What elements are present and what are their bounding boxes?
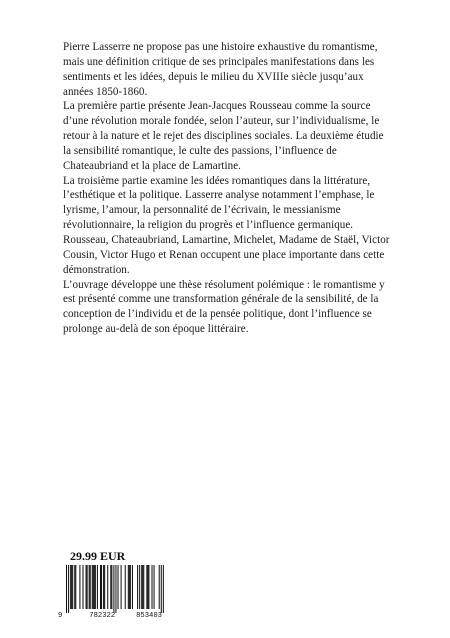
barcode-bar — [101, 565, 102, 609]
barcode-bar — [151, 565, 152, 609]
barcode-bar — [70, 565, 71, 609]
barcode-bar — [163, 565, 164, 613]
barcode-bar — [139, 565, 140, 609]
blurb-paragraph-3: La troisième partie examine les idées romantiques dans la littérature, l’esthétique et la politique. Lasserre analyse notamment l’emphase, le lyrisme, l’amour, la personnalité de l’écrivain, le messianisme révolutionnaire, la religion du progrès et l’influence germanique. Rousseau, Chateaubriand, Lamartine, Michelet, Madame de Staël, Victor Cousin, Victor Hugo et Renan occupent une place importante dans cette démonstration. — [63, 174, 390, 276]
barcode-bar — [161, 565, 162, 613]
barcode-bar — [66, 565, 67, 613]
barcode-bar — [75, 565, 76, 609]
isbn-left-group: 782322 — [89, 612, 116, 620]
barcode-bar — [72, 565, 73, 609]
barcode-bar — [100, 565, 101, 609]
barcode-bar — [148, 565, 149, 609]
isbn-digits — [58, 612, 166, 620]
barcode-bar — [111, 565, 112, 609]
barcode-bar — [147, 565, 148, 609]
barcode-bar — [71, 565, 72, 609]
barcode-bar — [82, 565, 83, 609]
barcode-bar — [110, 565, 111, 609]
barcode-bar — [159, 565, 160, 609]
barcode-bar — [118, 565, 119, 609]
barcode-bar — [143, 565, 144, 609]
barcode-bar — [128, 565, 129, 609]
barcode-bar — [130, 565, 131, 609]
barcode-bar — [68, 565, 69, 613]
barcode-bar — [93, 565, 94, 609]
barcode-bar — [79, 565, 80, 609]
barcode-bar — [107, 565, 108, 609]
barcode-bar — [74, 565, 75, 609]
barcode-bar — [95, 565, 96, 609]
barcode-bar — [87, 565, 88, 609]
back-cover-blurb — [63, 40, 393, 337]
barcode-bar — [92, 565, 93, 609]
barcode-bar — [115, 565, 116, 613]
price-label: 29.99 EUR — [70, 549, 126, 563]
barcode-bar — [103, 565, 104, 609]
barcode-bar — [97, 565, 98, 609]
barcode-bar — [125, 565, 126, 609]
barcode-bar — [154, 565, 155, 609]
barcode-bar — [104, 565, 105, 609]
barcode-bar — [94, 565, 95, 609]
barcode-bar — [132, 565, 133, 609]
barcode-bar — [113, 565, 114, 613]
barcode-bar — [142, 565, 143, 609]
blurb-paragraph-1: Pierre Lasserre ne propose pas une histoire exhaustive du romantisme, mais une définition critique de ses principales manifestations dans les sentiments et les idées, depuis le milieu du XVIIIe siècle jusqu’aux années 1850-1860. — [63, 41, 378, 98]
barcode-bar — [141, 565, 142, 609]
barcode-bars — [58, 565, 166, 613]
isbn-first-digit: 9 — [58, 612, 63, 620]
isbn-right-group: 853403 — [136, 612, 162, 620]
barcode-bar — [89, 565, 90, 609]
barcode-bar — [146, 565, 147, 609]
barcode-bar — [137, 565, 138, 609]
barcode-bar — [129, 565, 130, 609]
barcode-bar — [86, 565, 87, 609]
blurb-paragraph-2: La première partie présente Jean-Jacques Rousseau comme la source d’une révolution morale fondée, selon l’auteur, sur l’individualisme, le retour à la nature et le rejet des disciplines sociales. La deuxième étudie la sensibilité romantique, le culte des passions, l’influence de Chateaubriand et la place de Lamartine. — [63, 100, 384, 172]
barcode-bar — [90, 565, 91, 609]
barcode-bar — [121, 565, 122, 609]
blurb-paragraph-4: L’ouvrage développe une thèse résolument polémique : le romantisme y est présenté comme une transformation générale de la sensibilité, de la conception de l’individu et de la pensée politique, dont l’influence se prolonge au-delà de son époque littéraire. — [63, 278, 385, 336]
